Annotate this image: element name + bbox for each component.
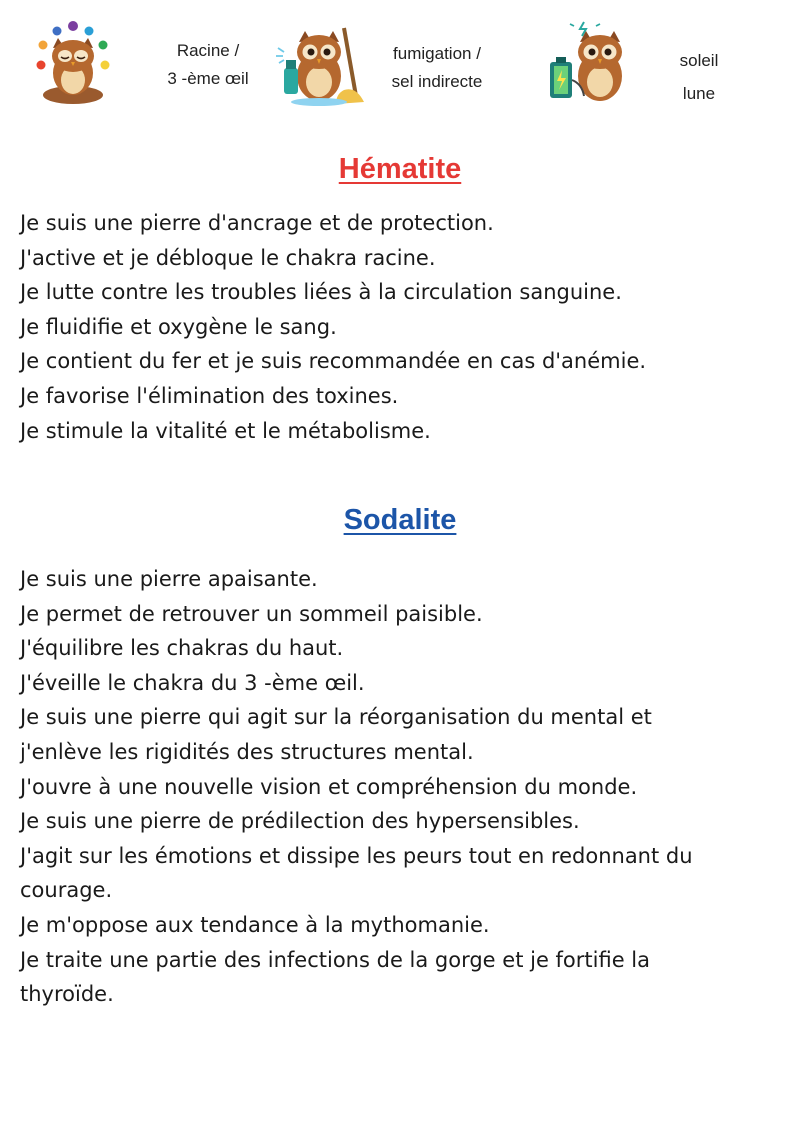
hematite-line: Je stimule la vitalité et le métabolisme. [20,418,431,443]
hematite-title: Hématite [338,153,462,185]
hematite-line: Je lutte contre les troubles liées à la circulation sanguine. [20,280,622,305]
hematite-line: Je suis une pierre d'ancrage et de protection. [20,211,494,235]
sodalite-line: Je suis une pierre apaisante. [20,567,318,591]
sodalite-line: Je suis une pierre de prédilection des hypersensibles. [20,809,580,834]
owl-meditating-chakras-icon [28,18,118,108]
sodalite-line: J'éveille le chakra du 3 -ème œil. [20,670,365,695]
sodalite-line: Je m'oppose aux tendance à la mythomanie. [20,912,490,937]
hematite-line: Je favorise l'élimination des toxines. [20,383,399,408]
recharge-label-line-1: soleil [679,51,719,70]
sodalite-line: Je suis une pierre qui agit sur la réorganisation du mental et j'enlève les rigidités des structures mental. [20,705,652,764]
cleansing-label [374,40,500,96]
sodalite-line: J'ouvre à une nouvelle vision et compréhension du monde. [20,774,638,799]
chakra-label [148,37,268,93]
header [0,18,800,113]
sodalite-title: Sodalite [343,504,457,536]
sodalite-description [20,562,790,1012]
hematite-description [20,206,790,448]
sodalite-line: Je traite une partie des infections de la gorge et je fortifie la thyroïde. [20,947,651,1007]
chakra-label-line-2: 3 -ème œil [167,69,249,88]
hematite-line: J'active et je débloque le chakra racine. [20,245,436,270]
cleansing-label-line-1: fumigation / [393,44,481,63]
hematite-line: Je fluidifie et oxygène le sang. [20,314,337,339]
sodalite-line: J'équilibre les chakras du haut. [20,636,344,661]
owl-cleaning-spray-icon [274,18,364,108]
recharge-label [654,44,744,110]
sodalite-line: Je permet de retrouver un sommeil paisible. [20,601,483,626]
sodalite-line: J'agit sur les émotions et dissipe les peurs tout en redonnant du courage. [20,843,693,903]
chakra-label-line-1: Racine / [176,41,240,60]
recharge-label-line-2: lune [682,84,716,103]
hematite-line: Je contient du fer et je suis recommandée en cas d'anémie. [20,349,647,374]
cleansing-label-line-2: sel indirecte [391,72,483,91]
owl-battery-charging-icon [544,18,634,108]
